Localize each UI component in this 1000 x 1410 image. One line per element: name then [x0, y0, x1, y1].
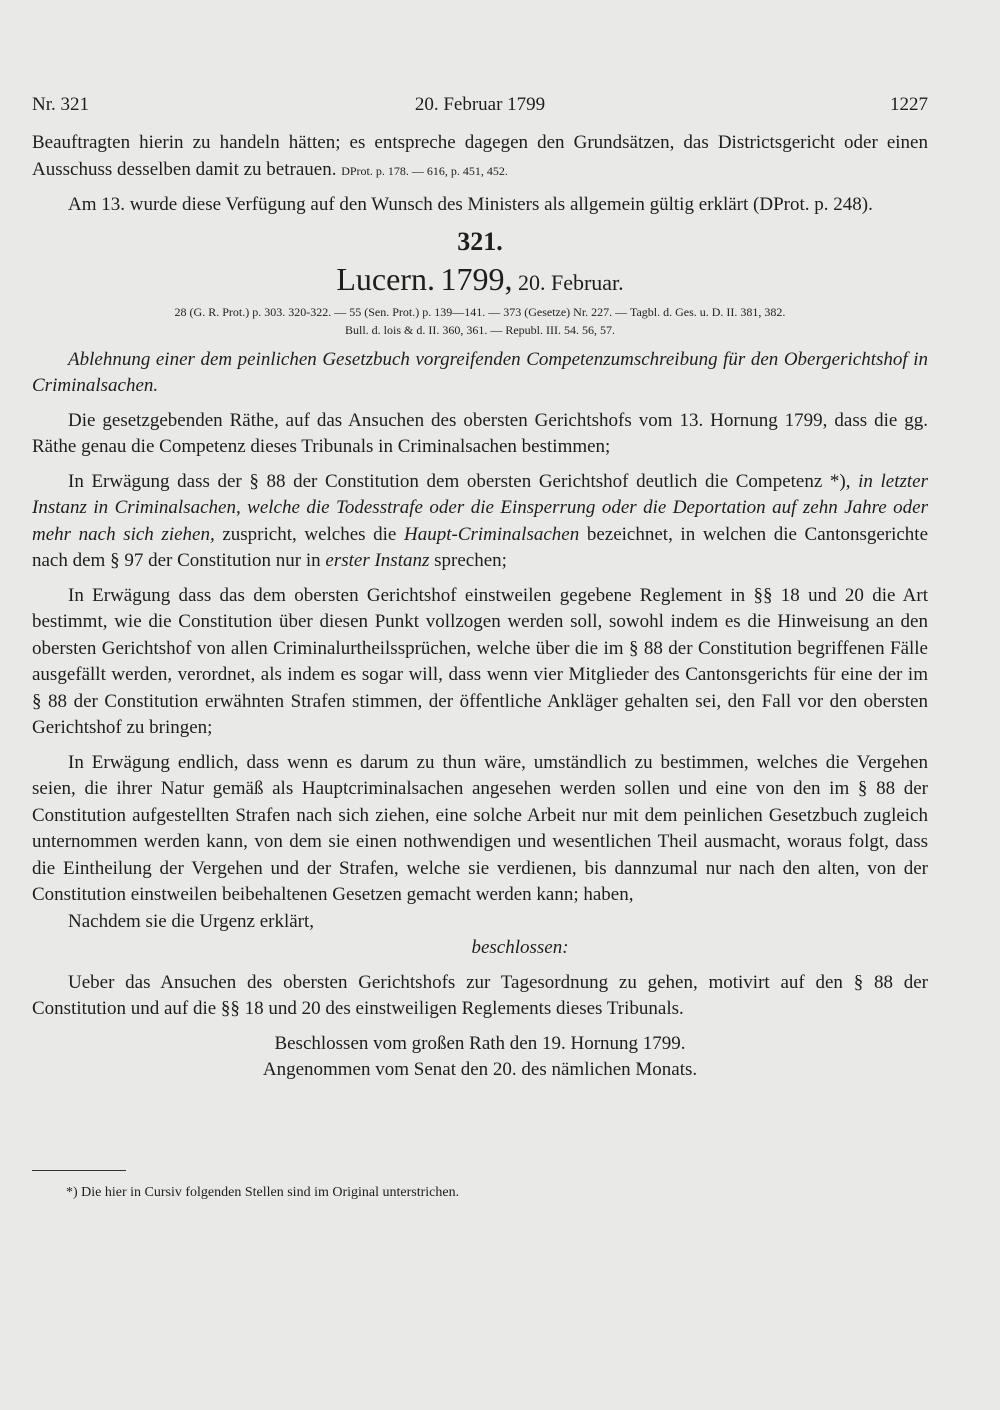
page-body [32, 130, 928, 1084]
intro-text: Beauftragten hierin zu handeln hätten; es entspreche dagegen den Grundsätzen, das Districtsgericht oder einen Ausschuss desselben damit zu betrauen. [32, 132, 928, 180]
p2-part-a: In Erwägung dass der § 88 der Constitution dem obersten Gerichtshof deutlich die Competenz *), [68, 470, 851, 492]
intro-reference: DProt. p. 178. — 616, p. 451, 452. [341, 163, 508, 178]
body-paragraph-4: In Erwägung endlich, dass wenn es darum zu thun wäre, umständlich zu bestimmen, welches die Vergehen seien, die ihrer Natur gemäß als Hauptcriminalsachen angesehen werden sollen und eine von den im § 88 der Constitution aufgestellten Strafen nach sich ziehen, eine solche Arbeit nur mit dem peinlichen Gesetzbuch zugleich unternommen werden kann, von dem sie einen nothwendigen und wesentlichen Theil ausmacht, woraus folgt, dass die Eintheilung der Vergehen und der Strafen, welche sie verdienen, bis dannzumal nur nach den alten, von der Constitution einstweilen beibehaltenen Gesetzen gemacht werden kann; haben, [32, 751, 928, 905]
decision-word: beschlossen: [471, 937, 569, 958]
p2-part-c: bezeichnet, in welchen die Cantonsgerichte nach dem § 97 der Constitution nur in [32, 523, 929, 571]
closing-line-1: Beschlossen vom großen Rath den 19. Hornung 1799. [274, 1032, 686, 1054]
header-page-number: 1227 [890, 94, 928, 115]
footnote: *) Die hier in Cursiv folgenden Stellen sind im Original unterstrichen. [66, 1185, 460, 1200]
document-number: 321. [457, 226, 503, 256]
body-paragraph-3: In Erwägung dass das dem obersten Gerichtshof einstweilen gegebene Reglement in §§ 18 und 20 die Art bestimmt, wie die Constitution über diesen Punkt vollzogen werden soll, sowohl indem es die Hinweisung an den obersten Gerichtshof von allen Criminalurtheilssprüchen, welche über die im § 88 der Constitution begriffenen Fälle ausgefällt werden, verordnet, als indem es sogar will, dass wenn vier Mitglieder des Cantonsgerichts für eine der im § 88 der Constitution erwähnten Strafen stimmen, der öffentliche Ankläger gehalten sei, den Fall vor den obersten Gerichtshof zu bringen; [32, 584, 928, 738]
p2-part-d: sprechen; [434, 550, 507, 571]
body-paragraph-6: Ueber das Ansuchen des obersten Gerichtshofs zur Tagesordnung zu gehen, motivirt auf den § 88 der Constitution und auf die §§ 18 und 20 des einstweiligen Reglements dieses Tribunals. [32, 971, 928, 1019]
references-line-2: Bull. d. lois & d. II. 360, 361. — Republ. III. 54. 56, 57. [345, 322, 615, 337]
source-references [32, 303, 928, 339]
header-date: 20. Februar 1799 [414, 94, 546, 115]
document-subject: Ablehnung einer dem peinlichen Gesetzbuch vorgreifenden Competenzumschreibung für den Obergerichtshof in Criminalsachen. [32, 348, 928, 396]
p2-italic-1: in letzter Instanz in Criminalsachen, welche die Todesstrafe oder die Einsperrung oder die Deportation auf zehn Jahre oder mehr nach sich ziehen, [32, 470, 928, 545]
document-date: 20. Februar. [517, 269, 624, 295]
intro-paragraph-2: Am 13. wurde diese Verfügung auf den Wunsch des Ministers als allgemein gültig erklärt (DProt. p. 248). [68, 194, 873, 215]
closing-line-2: Angenommen vom Senat den 20. des nämlichen Monats. [262, 1059, 698, 1080]
body-paragraph-5: Nachdem sie die Urgenz erklärt, [68, 910, 315, 932]
p2-part-b: zuspricht, welches die [222, 523, 397, 545]
p2-italic-2: Haupt-Criminalsachen [404, 523, 580, 545]
body-paragraph-2 [32, 469, 928, 575]
body-paragraph-1: Die gesetzgebenden Räthe, auf das Ansuchen des obersten Gerichtshofs vom 13. Hornung 1799, dass die gg. Räthe genau die Competenz dieses Tribunals in Criminalsachen bestimmen; [32, 409, 928, 457]
document-place: Lucern. [336, 260, 435, 297]
header-doc-number: Nr. 321 [32, 94, 89, 115]
p2-italic-3: erster Instanz [325, 550, 430, 571]
intro-paragraph-1 [32, 130, 928, 184]
references-line-1: 28 (G. R. Prot.) p. 303. 320-322. — 55 (Sen. Prot.) p. 139—141. — 373 (Gesetze) Nr. 227. — Tagbl. d. Ges. u. D. II. 381, 382. [174, 304, 786, 319]
document-heading [32, 259, 928, 303]
footnote-separator [32, 1170, 126, 1171]
document-year: 1799, [440, 260, 513, 297]
